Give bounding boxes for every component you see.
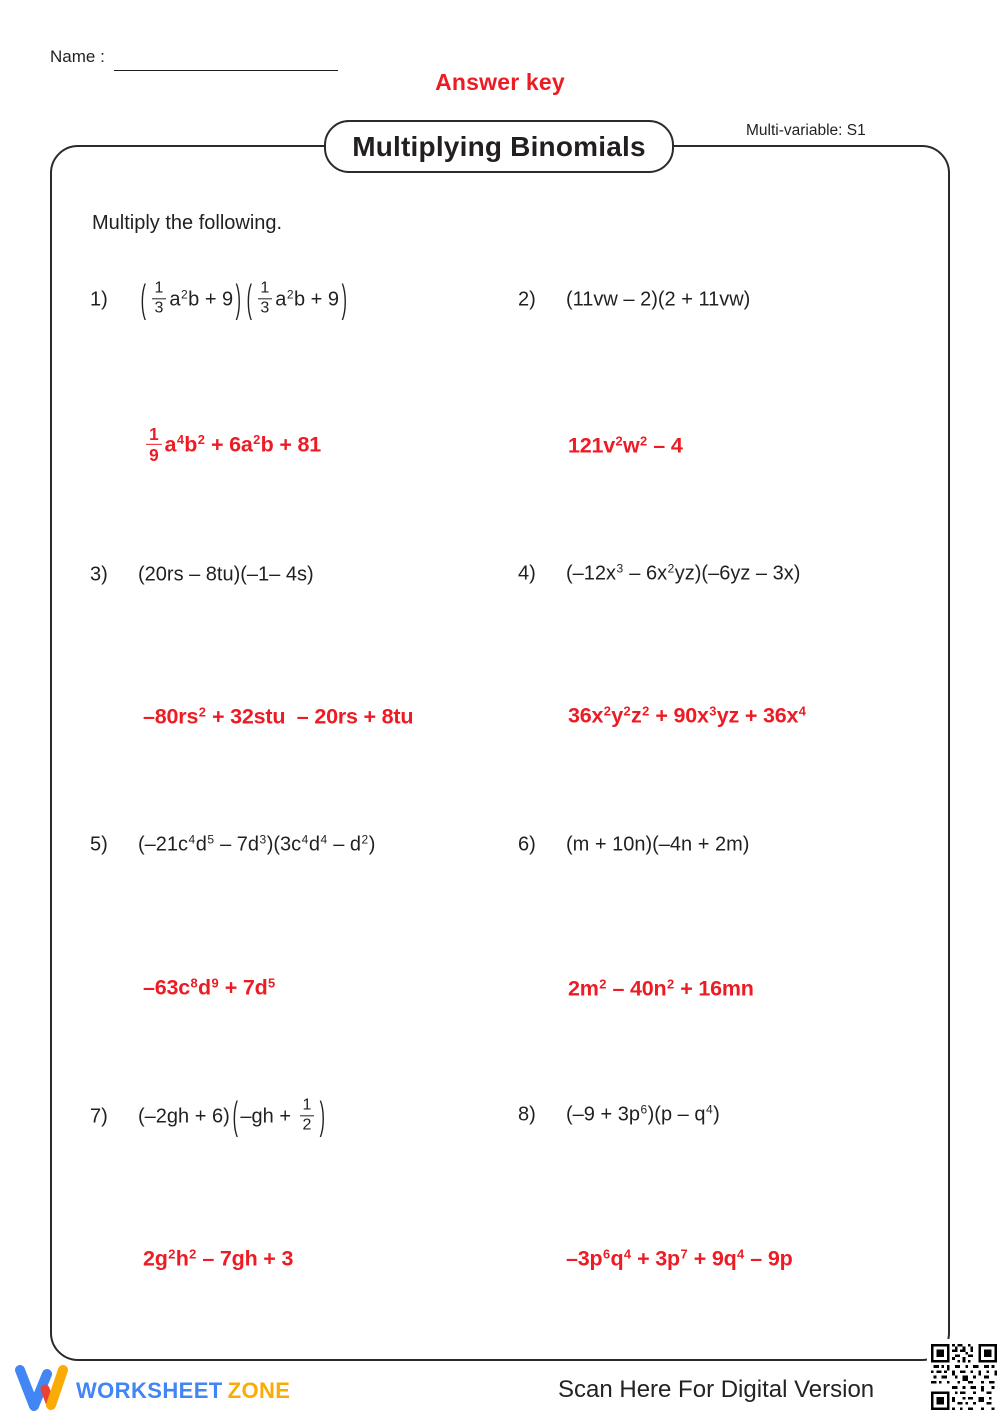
problem-2-number: 2) <box>518 288 536 311</box>
problem-5-expression: $(-21c^4d^5 - 7d^3)(3c^4d^4 - d^2)$ <box>138 832 376 856</box>
problem-4-number: 4) <box>518 562 536 585</box>
problem-3-expression: (20rs – 8tu)(–1– 4s) <box>138 563 314 586</box>
qr-code <box>927 1339 1000 1415</box>
problem-6-number: 6) <box>518 833 536 856</box>
problem-8 <box>518 1104 720 1127</box>
page-title: Multiplying Binomials <box>324 120 674 173</box>
problem-4 <box>518 563 800 586</box>
answer-7: $2g^2h^2 - 7gh + 3$ <box>143 1246 294 1271</box>
answer-2: $121v^2w^2 - 4$ <box>568 433 683 458</box>
scan-here-text: Scan Here For Digital Version <box>558 1376 875 1403</box>
worksheetzone-logo-text <box>76 1378 290 1404</box>
problem-7 <box>90 1095 328 1139</box>
answer-key-label: Answer key <box>435 69 565 95</box>
problem-5-number: 5) <box>90 833 108 856</box>
instruction-text: Multiply the following. <box>92 212 283 234</box>
worksheetzone-logo-icon <box>14 1362 68 1419</box>
problem-8-expression: $(-9 + 3p^6)(p - q^4)$ <box>566 1102 720 1126</box>
problem-3-number: 3) <box>90 563 108 586</box>
problem-2-expression: (11vw – 2)(2 + 11vw) <box>566 288 751 311</box>
problem-8-number: 8) <box>518 1103 536 1126</box>
problem-7-number: 7) <box>90 1105 108 1128</box>
problem-3 <box>90 564 314 587</box>
answer-5: $-63c^8d^9 + 7d^5$ <box>143 975 276 1000</box>
logo-text-worksheet: WORKSHEET <box>76 1377 223 1403</box>
worksheetzone-logo <box>14 1362 290 1419</box>
problem-1 <box>90 278 350 322</box>
answer-6: $2m^2 - 40n^2 + 16mn$ <box>568 976 754 1001</box>
problem-7-expression: (–2gh + 6) ( –gh + $\frac{1}{2}$ ) <box>138 1095 326 1139</box>
answer-8: $-3p^6q^4 + 3p^7 + 9q^4 - 9p$ <box>566 1246 793 1271</box>
problem-5 <box>90 834 375 857</box>
logo-text-zone: ZONE <box>227 1377 291 1403</box>
problem-6 <box>518 834 749 857</box>
problem-1-expression: ( $\frac{1}{3}$ $a^2b + 9$ ) ( $\frac{1}{3}$ $a^2b + 9$ ) <box>140 278 348 322</box>
name-label: Name : <box>50 47 105 66</box>
problem-1-number: 1) <box>90 288 108 311</box>
worksheet-variant-label: Multi-variable: S1 <box>746 122 866 139</box>
answer-1: $\frac{1}{9}$ $a^4b^2 + 6a^2b + 81$ <box>143 426 321 466</box>
worksheet-border <box>50 145 950 1361</box>
problem-4-expression: $(-12x^3 - 6x^2yz)(-6yz - 3x)$ <box>566 561 801 585</box>
answer-4: $36x^2y^2z^2 + 90x^3yz + 36x^4$ <box>568 703 806 728</box>
answer-3: $-80rs^2 + 32stu - 20rs + 8tu$ <box>143 704 414 729</box>
problem-6-expression: (m + 10n)(–4n + 2m) <box>566 833 750 856</box>
problem-2 <box>518 289 750 312</box>
